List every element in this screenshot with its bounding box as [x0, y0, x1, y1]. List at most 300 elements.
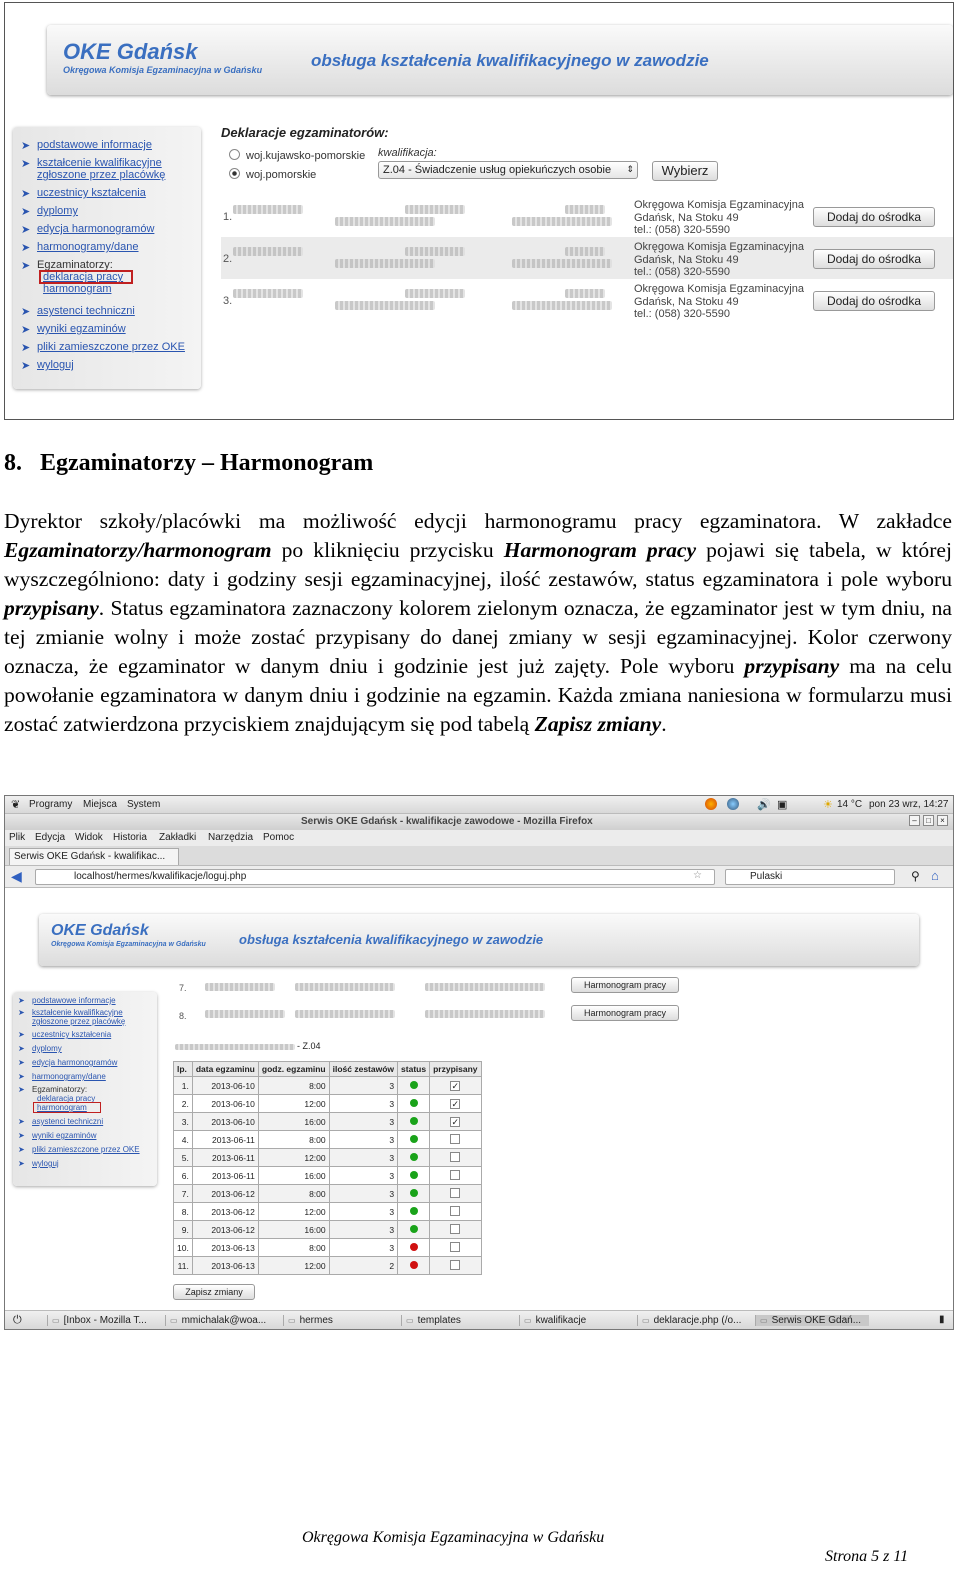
taskbar-item-label: templates — [417, 1315, 461, 1326]
sidebar-item[interactable]: edycja harmonogramów — [32, 1058, 118, 1067]
nav-arrow-icon: ➤ — [21, 323, 31, 336]
thunderbird-icon[interactable] — [727, 798, 739, 810]
cell-lp: 2. — [174, 1095, 193, 1113]
qualification-select[interactable] — [378, 161, 638, 179]
cell-lp: 8. — [174, 1203, 193, 1221]
nav-arrow-icon: ➤ — [18, 1072, 25, 1081]
taskbar-item[interactable] — [283, 1315, 397, 1326]
taskbar-item-label: [Inbox - Mozilla T... — [63, 1315, 147, 1326]
cell-sets: 3 — [329, 1149, 397, 1167]
window-icon: ▭ — [170, 1316, 178, 1325]
cell-sets: 3 — [329, 1077, 397, 1095]
cell-status — [398, 1185, 430, 1203]
cell-time: 8:00 — [258, 1077, 329, 1095]
site-logo[interactable]: OKE Gdańsk — [51, 922, 149, 939]
sidebar-item[interactable]: podstawowe informacje — [32, 996, 116, 1005]
maximize-icon[interactable]: □ — [923, 815, 934, 826]
emphasis-save-name: Zapisz zmiany — [534, 712, 662, 736]
schedule-button[interactable]: Harmonogram pracy — [571, 977, 679, 993]
cell-assigned — [430, 1167, 481, 1185]
sidebar-item[interactable]: dyplomy — [37, 205, 78, 217]
weather-temp[interactable]: 14 °C — [837, 799, 863, 810]
page-number: Strona 5 z 11 — [825, 1548, 909, 1565]
redacted-text — [205, 983, 275, 991]
taskbar-item-label: hermes — [299, 1315, 333, 1326]
choose-button[interactable]: Wybierz — [652, 161, 718, 181]
schedule-table — [173, 1061, 482, 1275]
cell-time: 8:00 — [258, 1239, 329, 1257]
sidebar-item: Egzaminatorzy: — [32, 1085, 88, 1094]
cell-date: 2013-06-12 — [192, 1203, 258, 1221]
text-run: po kliknięciu przycisku — [271, 538, 504, 562]
nav-arrow-icon: ➤ — [21, 157, 31, 170]
taskbar-item[interactable] — [755, 1315, 869, 1326]
cell-lp: 10. — [174, 1239, 193, 1257]
cell-lp: 9. — [174, 1221, 193, 1239]
cell-lp: 7. — [174, 1185, 193, 1203]
redacted-text — [565, 289, 605, 298]
sidebar-item[interactable]: pliki zamieszczone przez OKE — [37, 341, 185, 353]
sidebar-item[interactable]: wyniki egzaminów — [37, 323, 126, 335]
taskbar-item[interactable] — [401, 1315, 515, 1326]
desktop-panel — [5, 796, 953, 814]
window-titlebar — [5, 814, 953, 830]
home-icon[interactable]: ⌂ — [931, 868, 939, 883]
add-to-center-button[interactable]: Dodaj do ośrodka — [813, 249, 935, 269]
site-header — [39, 914, 919, 966]
sidebar — [13, 127, 201, 389]
nav-arrow-icon: ➤ — [21, 359, 31, 372]
nav-arrow-icon: ➤ — [21, 305, 31, 318]
table-row — [174, 1167, 482, 1185]
cell-sets: 3 — [329, 1131, 397, 1149]
screenshot-schedule — [4, 795, 954, 1330]
nav-arrow-icon: ➤ — [18, 1131, 25, 1140]
url-bar[interactable] — [35, 869, 715, 885]
binoculars-icon[interactable]: ⚲ — [911, 869, 920, 883]
text-run: Dyrektor szkoły/placówki ma możliwość edycji harmonogramu pracy egzaminatora. W zakładce — [4, 509, 952, 533]
table-header-cell: lp. — [174, 1062, 193, 1077]
assigned-checkbox[interactable]: ✓ — [451, 1116, 460, 1127]
close-icon[interactable]: × — [937, 815, 948, 826]
taskbar-item[interactable] — [519, 1315, 633, 1326]
menu-bar — [5, 830, 953, 846]
cell-lp: 11. — [174, 1257, 193, 1275]
cell-status — [398, 1149, 430, 1167]
text-run: ma na celu powołanie egzaminatora w danym dniu i godzinie na egzamin. Każda zmiana naniesiona w formularzu musi zostać zatwierdzona przyciskiem znajdującym się pod tabelą — [4, 654, 952, 736]
menu-history[interactable]: Historia — [113, 832, 147, 843]
cell-time: 16:00 — [258, 1113, 329, 1131]
cell-time: 16:00 — [258, 1167, 329, 1185]
trash-icon[interactable]: ▮ — [939, 1314, 945, 1325]
assigned-checkbox[interactable] — [450, 1170, 460, 1180]
redacted-text — [233, 247, 303, 256]
taskbar-item[interactable] — [165, 1315, 279, 1326]
nav-arrow-icon: ➤ — [21, 187, 31, 200]
okec-address: Gdańsk, Na Stoku 49 — [634, 253, 739, 266]
cell-date: 2013-06-13 — [192, 1239, 258, 1257]
cell-lp: 5. — [174, 1149, 193, 1167]
okec-address: Okręgowa Komisja Egzaminacyjna — [634, 199, 804, 211]
table-header-cell: data egzaminu — [192, 1062, 258, 1077]
sidebar-item[interactable]: dyplomy — [32, 1044, 62, 1053]
window-icon: ▭ — [288, 1316, 296, 1325]
sidebar-item[interactable]: asystenci techniczni — [32, 1117, 104, 1126]
status-dot-icon — [410, 1189, 418, 1197]
menu-view[interactable]: Widok — [75, 832, 103, 843]
assigned-checkbox[interactable]: ✓ — [451, 1098, 460, 1109]
radio-pomorskie[interactable] — [229, 168, 240, 179]
cell-assigned — [430, 1095, 481, 1113]
cell-assigned — [430, 1131, 481, 1149]
table-row — [174, 1095, 482, 1113]
okec-address: Okręgowa Komisja Egzaminacyjna — [634, 283, 804, 295]
window-icon: ▭ — [406, 1316, 414, 1325]
sidebar-item[interactable]: zgłoszone przez placówkę — [37, 169, 166, 181]
cell-sets: 3 — [329, 1095, 397, 1113]
redacted-text — [512, 259, 612, 268]
show-desktop-icon[interactable]: ⏻ — [13, 1314, 22, 1326]
panel-menu-system[interactable]: System — [127, 799, 161, 810]
cell-date: 2013-06-13 — [192, 1257, 258, 1275]
table-row — [174, 1221, 482, 1239]
window-icon: ▭ — [524, 1316, 532, 1325]
section-title: Egzaminatorzy – Harmonogram — [40, 450, 374, 476]
cell-time: 12:00 — [258, 1203, 329, 1221]
tab-label: Serwis OKE Gdańsk - kwalifikac... — [14, 851, 166, 862]
url-text: localhost/hermes/kwalifikacje/loguj.php — [74, 871, 247, 882]
okec-address: Okręgowa Komisja Egzaminacyjna — [634, 241, 804, 253]
cell-sets: 3 — [329, 1167, 397, 1185]
description-paragraph — [4, 507, 952, 739]
assigned-checkbox[interactable] — [450, 1224, 460, 1234]
window-icon: ▭ — [642, 1316, 650, 1325]
assigned-checkbox[interactable] — [450, 1188, 460, 1198]
cell-sets: 3 — [329, 1185, 397, 1203]
radio-label: woj.pomorskie — [246, 169, 317, 181]
cell-time: 12:00 — [258, 1095, 329, 1113]
nav-arrow-icon: ➤ — [18, 1117, 25, 1126]
assigned-checkbox[interactable] — [450, 1242, 460, 1252]
table-row — [174, 1239, 482, 1257]
site-logo[interactable]: OKE Gdańsk — [63, 39, 198, 64]
tab-strip — [5, 846, 953, 866]
bookmark-star-icon[interactable]: ☆ — [693, 870, 702, 881]
highlight-box — [33, 1102, 101, 1113]
nav-arrow-icon: ➤ — [21, 205, 31, 218]
sidebar-item[interactable]: deklaracja pracy — [37, 1094, 96, 1103]
redacted-text — [512, 217, 612, 226]
table-header-row — [174, 1062, 482, 1077]
taskbar-item-label: kwalifikacje — [535, 1315, 587, 1326]
save-changes-button[interactable]: Zapisz zmiany — [173, 1284, 255, 1300]
cell-status — [398, 1257, 430, 1275]
status-dot-icon — [410, 1261, 418, 1269]
redacted-text — [335, 217, 435, 226]
cell-time: 12:00 — [258, 1149, 329, 1167]
redacted-text — [233, 205, 303, 214]
menu-bookmarks[interactable]: Zakładki — [159, 832, 197, 843]
taskbar-item-label: deklaracje.php (/o... — [653, 1315, 742, 1326]
cell-status — [398, 1113, 430, 1131]
sidebar-item[interactable]: harmonogramy/dane — [37, 241, 139, 253]
emphasis-field-name: przypisany — [4, 596, 99, 620]
taskbar-item-label: mmichalak@woa... — [181, 1315, 267, 1326]
sidebar-item[interactable]: wyloguj — [37, 359, 74, 371]
volume-icon[interactable]: 🔊 — [757, 799, 771, 811]
sidebar-item[interactable]: edycja harmonogramów — [37, 223, 155, 235]
site-tagline: obsługa kształcenia kwalifikacyjnego w zawodzie — [311, 51, 709, 70]
table-row — [174, 1257, 482, 1275]
redacted-text — [335, 301, 435, 310]
qualification-code: - Z.04 — [297, 1041, 321, 1051]
redacted-text — [425, 983, 545, 991]
sidebar-item[interactable]: harmonogram — [43, 283, 112, 295]
nav-arrow-icon: ➤ — [21, 259, 31, 272]
assigned-checkbox[interactable] — [450, 1134, 460, 1144]
panel-menu-programs[interactable]: Programy — [29, 799, 73, 810]
sidebar-item[interactable]: kształcenie kwalifikacyjne — [32, 1008, 123, 1017]
table-row — [174, 1077, 482, 1095]
cell-assigned — [430, 1149, 481, 1167]
row-number: 3. — [223, 295, 233, 307]
menu-edit[interactable]: Edycja — [35, 832, 66, 843]
status-dot-icon — [410, 1171, 418, 1179]
nav-arrow-icon: ➤ — [18, 1159, 25, 1168]
cell-date: 2013-06-12 — [192, 1221, 258, 1239]
cell-status — [398, 1221, 430, 1239]
schedule-button[interactable]: Harmonogram pracy — [571, 1005, 679, 1021]
nav-arrow-icon: ➤ — [18, 1008, 25, 1017]
menu-file[interactable]: Plik — [9, 832, 26, 843]
assigned-checkbox[interactable]: ✓ — [451, 1080, 460, 1091]
table-header-cell: ilość zestawów — [329, 1062, 397, 1077]
status-dot-icon — [410, 1243, 418, 1251]
okec-address: tel.: (058) 320-5590 — [634, 308, 731, 320]
sidebar-item[interactable]: kształcenie kwalifikacyjne — [37, 157, 162, 169]
cell-assigned — [430, 1257, 481, 1275]
window-icon: ▭ — [52, 1316, 60, 1325]
site-header — [47, 25, 953, 95]
cell-date: 2013-06-10 — [192, 1113, 258, 1131]
weather-icon: ☀ — [823, 799, 833, 811]
cell-assigned — [430, 1077, 481, 1095]
status-dot-icon — [410, 1081, 418, 1089]
nav-arrow-icon: ➤ — [21, 241, 31, 254]
taskbar-item[interactable] — [47, 1315, 161, 1326]
cell-time: 8:00 — [258, 1131, 329, 1149]
redacted-text — [335, 259, 435, 268]
redacted-text — [205, 1010, 285, 1018]
network-icon[interactable]: ▣ — [777, 799, 788, 811]
cell-assigned — [430, 1203, 481, 1221]
cell-time: 16:00 — [258, 1221, 329, 1239]
cell-sets: 3 — [329, 1113, 397, 1131]
radio-label: woj.kujawsko-pomorskie — [246, 150, 366, 162]
sidebar-item[interactable]: wyniki egzaminów — [32, 1131, 97, 1140]
qualification-label: kwalifikacja: — [378, 147, 437, 159]
okec-address: tel.: (058) 320-5590 — [634, 266, 731, 278]
tab-active[interactable] — [9, 848, 179, 865]
screenshot-declarations — [4, 2, 954, 420]
cell-sets: 3 — [329, 1203, 397, 1221]
status-dot-icon — [410, 1153, 418, 1161]
sidebar-item[interactable]: harmonogramy/dane — [32, 1072, 106, 1081]
qualification-value: Z.04 - Świadczenie usług opiekuńczych osobie — [383, 164, 612, 176]
okec-address: Gdańsk, Na Stoku 49 — [634, 211, 739, 224]
taskbar-item-label: Serwis OKE Gdań... — [771, 1315, 862, 1326]
emphasis-field-name: przypisany — [744, 654, 840, 678]
nav-arrow-icon: ➤ — [18, 1085, 25, 1094]
cell-assigned — [430, 1221, 481, 1239]
redacted-text — [233, 289, 303, 298]
nav-arrow-icon: ➤ — [18, 1030, 25, 1039]
table-row — [174, 1203, 482, 1221]
navigation-bar — [5, 866, 953, 888]
cell-status — [398, 1203, 430, 1221]
cell-date: 2013-06-11 — [192, 1167, 258, 1185]
window-title: Serwis OKE Gdańsk - kwalifikacje zawodowe - Mozilla Firefox — [301, 816, 593, 827]
radio-kujawsko-pomorskie[interactable] — [229, 149, 240, 160]
okec-address: Gdańsk, Na Stoku 49 — [634, 295, 739, 308]
cell-sets: 3 — [329, 1239, 397, 1257]
sidebar-item[interactable]: uczestnicy kształcenia — [32, 1030, 112, 1039]
table-header-cell: status — [398, 1062, 430, 1077]
sidebar-item[interactable]: podstawowe informacje — [37, 139, 152, 151]
search-text: Pulaski — [750, 871, 783, 882]
sidebar-item: Egzaminatorzy: — [37, 259, 113, 271]
row-number: 8. — [179, 1011, 187, 1021]
cell-lp: 4. — [174, 1131, 193, 1149]
sidebar-item[interactable]: uczestnicy kształcenia — [37, 187, 146, 199]
cell-status — [398, 1167, 430, 1185]
cell-sets: 3 — [329, 1221, 397, 1239]
cell-assigned — [430, 1185, 481, 1203]
redacted-text — [425, 1010, 545, 1018]
table-header-cell: przypisany — [430, 1062, 481, 1077]
firefox-icon[interactable] — [705, 798, 717, 810]
text-run: pojawi się tabela, w której wyszczególniono: daty i godziny sesji egzaminacyjnej, ilość zestawów, status egzaminatora i pole wyboru — [4, 538, 952, 591]
nav-arrow-icon: ➤ — [18, 1145, 25, 1154]
cell-assigned — [430, 1113, 481, 1131]
window-icon: ▭ — [760, 1316, 768, 1325]
add-to-center-button[interactable]: Dodaj do ośrodka — [813, 207, 935, 227]
cell-assigned — [430, 1239, 481, 1257]
nav-arrow-icon: ➤ — [18, 996, 25, 1005]
row-number: 1. — [223, 211, 233, 223]
back-icon[interactable]: ◀ — [11, 868, 22, 884]
nav-arrow-icon: ➤ — [18, 1058, 25, 1067]
redacted-text — [295, 1010, 395, 1018]
text-run: . Status egzaminatora zaznaczony kolorem zielonym oznacza, że egzaminator jest w tym dniu, na tej zmianie wolny i może zostać przypisany do danej zmiany w sesji egzaminacyjnej. Kolor czerwony oznacza, że egzaminator w danym dniu i godzinie jest już zajęty. Pole wyboru — [4, 596, 952, 678]
row-number: 2. — [223, 253, 233, 265]
cell-status — [398, 1131, 430, 1149]
cell-status — [398, 1095, 430, 1113]
sidebar-item[interactable]: deklaracja pracy — [43, 271, 124, 283]
cell-lp: 6. — [174, 1167, 193, 1185]
row-number: 7. — [179, 983, 187, 993]
text-run: . — [661, 712, 667, 736]
table-row — [174, 1185, 482, 1203]
site-tagline: obsługa kształcenia kwalifikacyjnego w zawodzie — [239, 932, 544, 947]
table-row — [174, 1149, 482, 1167]
nav-arrow-icon: ➤ — [21, 139, 31, 152]
status-dot-icon — [410, 1117, 418, 1125]
cell-status — [398, 1077, 430, 1095]
cell-date: 2013-06-10 — [192, 1095, 258, 1113]
highlight-box — [39, 270, 133, 284]
cell-time: 8:00 — [258, 1185, 329, 1203]
footer-institution: Okręgowa Komisja Egzaminacyjna w Gdańsku — [302, 1529, 605, 1546]
minimize-icon[interactable]: – — [909, 815, 920, 826]
emphasis-button-name: Harmonogram pracy — [503, 538, 697, 562]
foot-icon: ❦ — [11, 799, 21, 811]
sidebar-item[interactable]: pliki zamieszczone przez OKE — [32, 1145, 140, 1154]
redacted-text — [405, 289, 465, 298]
search-field[interactable] — [725, 869, 895, 885]
emphasis-tab-name: Egzaminatorzy/harmonogram — [4, 538, 272, 562]
cell-date: 2013-06-11 — [192, 1131, 258, 1149]
section-heading — [4, 450, 373, 477]
site-logo-subtitle: Okręgowa Komisja Egzaminacyjna w Gdańsku — [63, 65, 263, 75]
table-row — [174, 1113, 482, 1131]
menu-help[interactable]: Pomoc — [263, 832, 295, 843]
redacted-text — [405, 247, 465, 256]
cell-status — [398, 1239, 430, 1257]
cell-lp: 3. — [174, 1113, 193, 1131]
cell-time: 12:00 — [258, 1257, 329, 1275]
panel-menu-places[interactable]: Miejsca — [83, 799, 117, 810]
redacted-text — [565, 205, 605, 214]
add-to-center-button[interactable]: Dodaj do ośrodka — [813, 291, 935, 311]
taskbar-item[interactable] — [637, 1315, 751, 1326]
nav-arrow-icon: ➤ — [18, 1044, 25, 1053]
sidebar-item[interactable]: harmonogram — [37, 1103, 87, 1112]
status-dot-icon — [410, 1207, 418, 1215]
select-arrows-icon: ⇕ — [626, 164, 634, 174]
taskbar — [5, 1310, 953, 1330]
okec-address: tel.: (058) 320-5590 — [634, 224, 731, 236]
site-logo-subtitle: Okręgowa Komisja Egzaminacyjna w Gdańsku — [51, 941, 206, 948]
redacted-text — [295, 983, 395, 991]
status-dot-icon — [410, 1225, 418, 1233]
assigned-checkbox[interactable] — [450, 1206, 460, 1216]
declarations-title: Deklaracje egzaminatorów: — [221, 125, 389, 140]
assigned-checkbox[interactable] — [450, 1260, 460, 1270]
redacted-text — [405, 205, 465, 214]
sidebar — [13, 992, 157, 1186]
table-row — [174, 1131, 482, 1149]
cell-date: 2013-06-12 — [192, 1185, 258, 1203]
cell-date: 2013-06-11 — [192, 1149, 258, 1167]
sidebar-item[interactable]: zgłoszone przez placówkę — [32, 1017, 126, 1026]
redacted-text — [565, 247, 605, 256]
assigned-checkbox[interactable] — [450, 1152, 460, 1162]
cell-date: 2013-06-10 — [192, 1077, 258, 1095]
section-number: 8. — [4, 450, 22, 476]
nav-arrow-icon: ➤ — [21, 341, 31, 354]
clock[interactable]: pon 23 wrz, 14:27 — [869, 799, 949, 810]
redacted-text — [512, 301, 612, 310]
cell-lp: 1. — [174, 1077, 193, 1095]
sidebar-item[interactable]: asystenci techniczni — [37, 305, 135, 317]
sidebar-item[interactable]: wyloguj — [32, 1159, 59, 1168]
status-dot-icon — [410, 1135, 418, 1143]
menu-tools[interactable]: Narzędzia — [208, 832, 254, 843]
status-dot-icon — [410, 1099, 418, 1107]
redacted-text — [175, 1044, 295, 1050]
table-header-cell: godz. egzaminu — [258, 1062, 329, 1077]
